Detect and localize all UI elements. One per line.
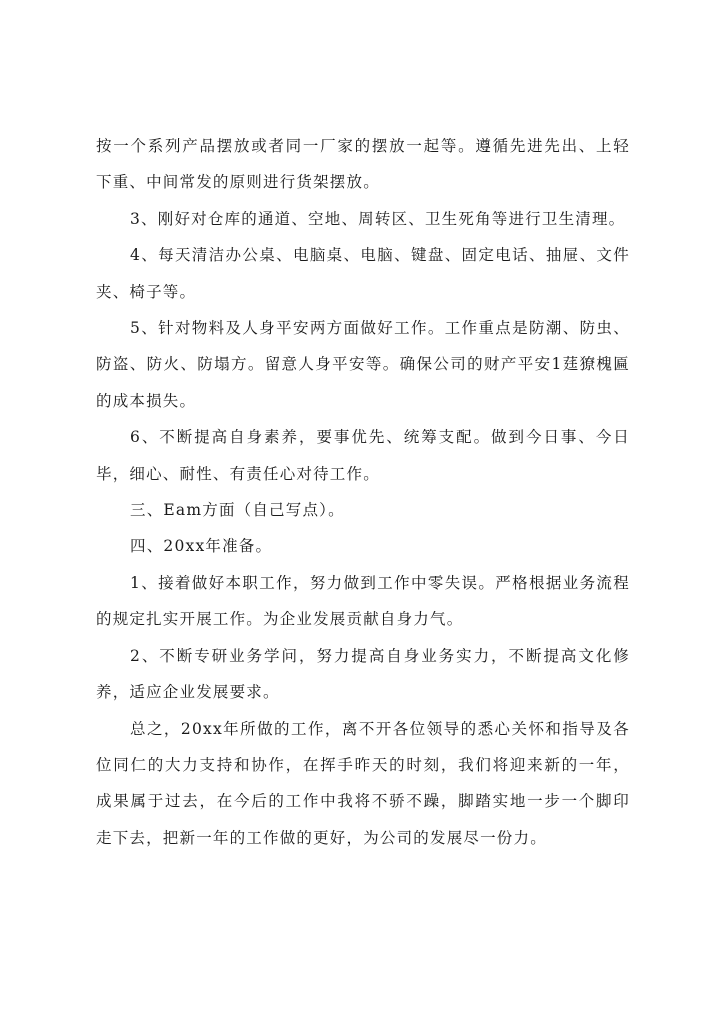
paragraph-4: 5、针对物料及人身平安两方面做好工作。工作重点是防潮、防虫、防盗、防火、防塌方。留意人身平安等。确保公司的财产平安1莛獠槐匾的成本损失。 (96, 319, 630, 410)
paragraph-6: 三、Eam方面（自己写点）。 (130, 501, 345, 520)
paragraph-1: 按一个系列产品摆放或者同一厂家的摆放一起等。遵循先进先出、上轻下重、中间常发的原则进行货架摆放。 (96, 137, 630, 192)
document-body (96, 128, 630, 856)
paragraph-7: 四、20xx年准备。 (130, 537, 273, 556)
paragraph-3: 4、每天清洁办公桌、电脑桌、电脑、键盘、固定电话、抽屉、文件夹、椅子等。 (96, 246, 630, 301)
paragraph-8: 1、接着做好本职工作，努力做到工作中零失误。严格根据业务流程的规定扎实开展工作。为企业发展贡献自身力气。 (96, 573, 630, 629)
paragraph-10: 总之，20xx年所做的工作，离不开各位领导的悉心关怀和指导及各位同仁的大力支持和协作，在挥手昨天的时刻，我们将迎来新的一年，成果属于过去，在今后的工作中我将不骄不躁，脚踏实地一步一个脚印走下去，把新一年的工作做的更好，为公司的发展尽一份力。 (96, 719, 630, 847)
paragraph-2: 3、刚好对仓库的通道、空地、周转区、卫生死角等进行卫生清理。 (130, 209, 626, 228)
paragraph-9: 2、不断专研业务学问，努力提高自身业务实力，不断提高文化修养，适应企业发展要求。 (96, 646, 630, 702)
paragraph-5: 6、不断提高自身素养，要事优先、统筹支配。做到今日事、今日毕，细心、耐性、有责任心对待工作。 (96, 428, 630, 483)
